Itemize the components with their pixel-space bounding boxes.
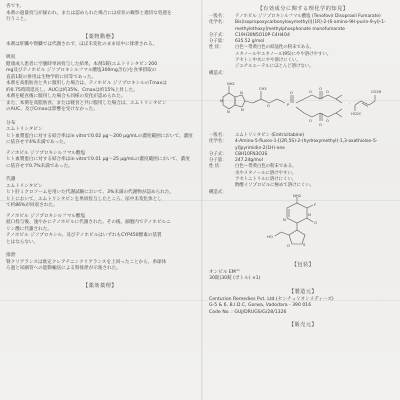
absorption-line: また、本剤を高脂肪食、または軽食と共に服用した場合は、エムトリシタビン: [6, 100, 167, 106]
absorption-line: のAUC、及びCmaxは影響を受けなかった。: [6, 107, 98, 112]
emtri-chemical-name: 4-Amino-5-fluoro-1-[(2R,5S)-2-(hydroxymethyl)-1,3-oxathiolan-5-yl]pyrimidin-2(1H)-one: [235, 139, 378, 151]
physchem-heading: 【有効成分に関する理化学的知見】: [257, 6, 349, 12]
svg-text:O: O: [309, 118, 312, 123]
svg-text:N: N: [240, 90, 243, 95]
field-label: 化学名：: [209, 20, 227, 26]
intro-line: 行うこと。: [6, 17, 29, 22]
svg-text:O: O: [326, 89, 329, 94]
distribution-emtri-line: に依存せず4%未満であった。: [6, 140, 69, 145]
tdf-chemical-name-row: [209, 20, 397, 33]
svg-text:HO: HO: [267, 233, 273, 239]
page-fold: [201, 0, 203, 400]
field-label: 一般名：: [209, 132, 227, 138]
svg-text:HO2C: HO2C: [351, 111, 362, 116]
manufacturer-heading: 【製造元】: [288, 288, 318, 295]
distribution-emtri-line: ヒト血漿蛋白に対する結合率はin vitroで0.02 μg～200 μg/mLの濃度範囲において、濃度: [6, 133, 193, 139]
tdf-chemical-name: Bis(isopropoxycarbonyloxymethyl)[(1R)-2-(6-amino-9H-purin-9-yl)-1-methylethoxy]methylphosphonate monofumarate: [235, 20, 386, 32]
svg-text:O: O: [290, 90, 293, 95]
intro-line: 本剤の過量投与が疑われ、または認められた場合には症状の観察と適切な処置を: [6, 10, 172, 16]
tdf-property: アセトン中水にやや溶けにくい。: [235, 58, 301, 64]
svg-text:O: O: [287, 242, 290, 248]
svg-text:F: F: [314, 201, 317, 207]
pk-intro-line: 本剤は肝臓や腎臓では代謝されず、ほぼ未変化のまま尿中に排泄される。: [6, 41, 158, 47]
svg-text:S: S: [303, 241, 306, 247]
field-label: 分子式：: [209, 151, 227, 157]
svg-text:N: N: [308, 211, 311, 217]
excretion-line: 腎クリアランスは推定クレアチニンクリアランスを上回ったことから、糸球体: [6, 259, 167, 265]
svg-text:N: N: [283, 216, 286, 222]
field-label: 性 状：: [209, 45, 224, 51]
tdf-label: テノホビル ジソプロキシルフマル酸塩: [6, 150, 86, 156]
svg-text:O: O: [319, 122, 322, 127]
absorption-line: 直前1錠の併用は生物学的に同等であった。: [6, 74, 97, 80]
svg-text:O: O: [314, 219, 317, 225]
tdf-property: メタノールやエタノール(95)にやや溶けやすい。: [235, 51, 332, 57]
metabolism-tdf-line: 経口投与後、速やかにテノホビルに代謝された。その後、細胞内でテノホビルニ: [6, 220, 171, 225]
field-label: 性 状：: [209, 164, 224, 170]
manufacturer-line: Centurion Remedies Pvt. Ltd.(センチュリオンメディーズ): [209, 296, 334, 302]
tdf-structure-diagram: [209, 77, 397, 129]
absorption-line: 本剤を軽食後に服用した場合も同様の変化が認められた。: [6, 94, 126, 99]
tdf-mw: 635.52 g/mol: [235, 39, 265, 45]
emtri-mw: 247.24g/mol: [235, 158, 263, 164]
metabolism-tdf-line: リン酸に代謝された。: [6, 226, 52, 232]
metabolism-emtri-line: ヒトにおいて、エムトリシタビンを単回投与したところ、尿中未変化体とし: [6, 196, 162, 202]
svg-text:NH2: NH2: [227, 81, 235, 86]
metabolism-heading: 代謝: [6, 177, 16, 182]
svg-text:N: N: [220, 98, 223, 103]
packaging-line: 30錠(30錠 (ボトル) ×1): [209, 276, 261, 282]
tdf-property: 白色～帯黄白色の結晶性の粉末である。: [235, 45, 315, 51]
emtri-property: 白色～帯黄白色の粉末である。: [235, 164, 297, 170]
emtricitabine-label: エムトリシタビン: [6, 127, 43, 132]
distributor-heading: 【販売元】: [288, 322, 318, 329]
tdf-property: ジエチルエーテルにほとんど溶けない。: [235, 64, 314, 70]
svg-text:·: ·: [349, 101, 351, 106]
svg-text:O: O: [319, 86, 322, 91]
metabolism-emtri-line: ヒト肝ミクロソームを用いた代謝試験において、3%未満の代謝物が認められた。: [6, 190, 174, 195]
svg-text:O: O: [267, 103, 270, 108]
intro-line: 杏です。: [6, 4, 25, 9]
field-label: 分子式：: [209, 32, 227, 38]
distribution-tdf-line: ヒト血漿蛋白に対する結合率はin vitroで0.01 μg～25 μg/mLの濃度範囲において、濃度: [6, 157, 190, 162]
field-label: 構造式：: [209, 189, 227, 195]
excretion-heading: 排泄: [6, 253, 16, 258]
svg-text:O: O: [326, 118, 329, 123]
pharmacokinetics-heading: 【薬物動態】: [82, 33, 118, 40]
packaging-line: オンビル EM™: [209, 269, 241, 275]
field-label: 分子量：: [209, 158, 227, 164]
emtri-formula: C8H10FN3O3S: [235, 151, 268, 157]
svg-text:N: N: [227, 109, 230, 114]
field-label: 一般名：: [209, 14, 227, 19]
absorption-line: 本剤を高脂肪食と共に服用した場合は、テノホビル ジソプロキシルのTmaxは: [6, 81, 167, 86]
svg-text:P: P: [287, 102, 290, 107]
emtri-general-name: エムトリシタビン (Emtricitabine): [235, 132, 305, 138]
emtri-property: アセトニトリルに溶けにくい。: [235, 177, 297, 183]
metabolism-tdf-line: とはならない。: [6, 239, 39, 245]
svg-text:N: N: [241, 107, 244, 112]
pharmacology-heading: 【薬効薬理】: [82, 282, 118, 289]
svg-text:CO2H: CO2H: [371, 89, 382, 94]
emtri-property: 水やメタノールに溶けやすい。: [235, 170, 297, 176]
field-label: 構造式：: [209, 70, 227, 76]
absorption-line: mg及びテノホビル ジソプロキシルフマル酸塩300mg含む)を食事摂取の: [6, 68, 157, 73]
tdf-general-name: テノホビル ジソプロキシルフマル酸塩 (Tenofovir Disoproxil Fumarate): [235, 14, 381, 19]
metabolism-tdf-line: テノホビル ジソプロキシル、及びテノホビルはいずれもCYP450酵素の基質: [6, 233, 162, 238]
emtri-chemical-name-row: [209, 139, 397, 152]
right-column: [209, 4, 397, 330]
packaging-heading: 【包装】: [291, 261, 315, 268]
absorption-heading: 吸収: [6, 55, 16, 60]
absorption-line: 健康成人患者に空腹時単回投与した結果、本剤1錠(エムトリシタビン200: [6, 61, 158, 67]
distribution-heading: 分布: [6, 120, 16, 126]
manufacturer-line: G-5 & 6, B.I.D.C, Gorwa, Vadodara - 390 016: [209, 303, 312, 309]
excretion-line: ろ過と尿細管への能動輸送による腎排泄が示唆された。: [6, 266, 121, 271]
left-column: [6, 4, 194, 291]
field-label: 分子量：: [209, 39, 227, 45]
svg-text:NH2: NH2: [293, 192, 302, 198]
emtri-property: 酢酸イソプロピルに極めて溶けにくい。: [235, 183, 315, 189]
metabolism-emtri-line: て約86%が回収された。: [6, 203, 58, 208]
svg-text:CH3: CH3: [259, 86, 267, 91]
field-label: 化学名：: [209, 139, 227, 145]
tdf-label: テノホビル ジソプロキシルフマル酸塩: [6, 213, 86, 219]
tdf-formula: C19H30N5O10P·C4H4O4: [235, 32, 290, 38]
distribution-tdf-line: に依存せず0.7%未満であった。: [6, 163, 73, 169]
manufacturer-line: Code No. : GUJ/DRUGS/G/28/1326: [209, 309, 287, 315]
emtricitabine-label: エムトリシタビン: [6, 183, 43, 189]
absorption-line: 約0.75時間延長し、AUCは約35%、Cmaxは約15%上昇した。: [6, 87, 138, 93]
svg-text:O: O: [309, 89, 312, 94]
